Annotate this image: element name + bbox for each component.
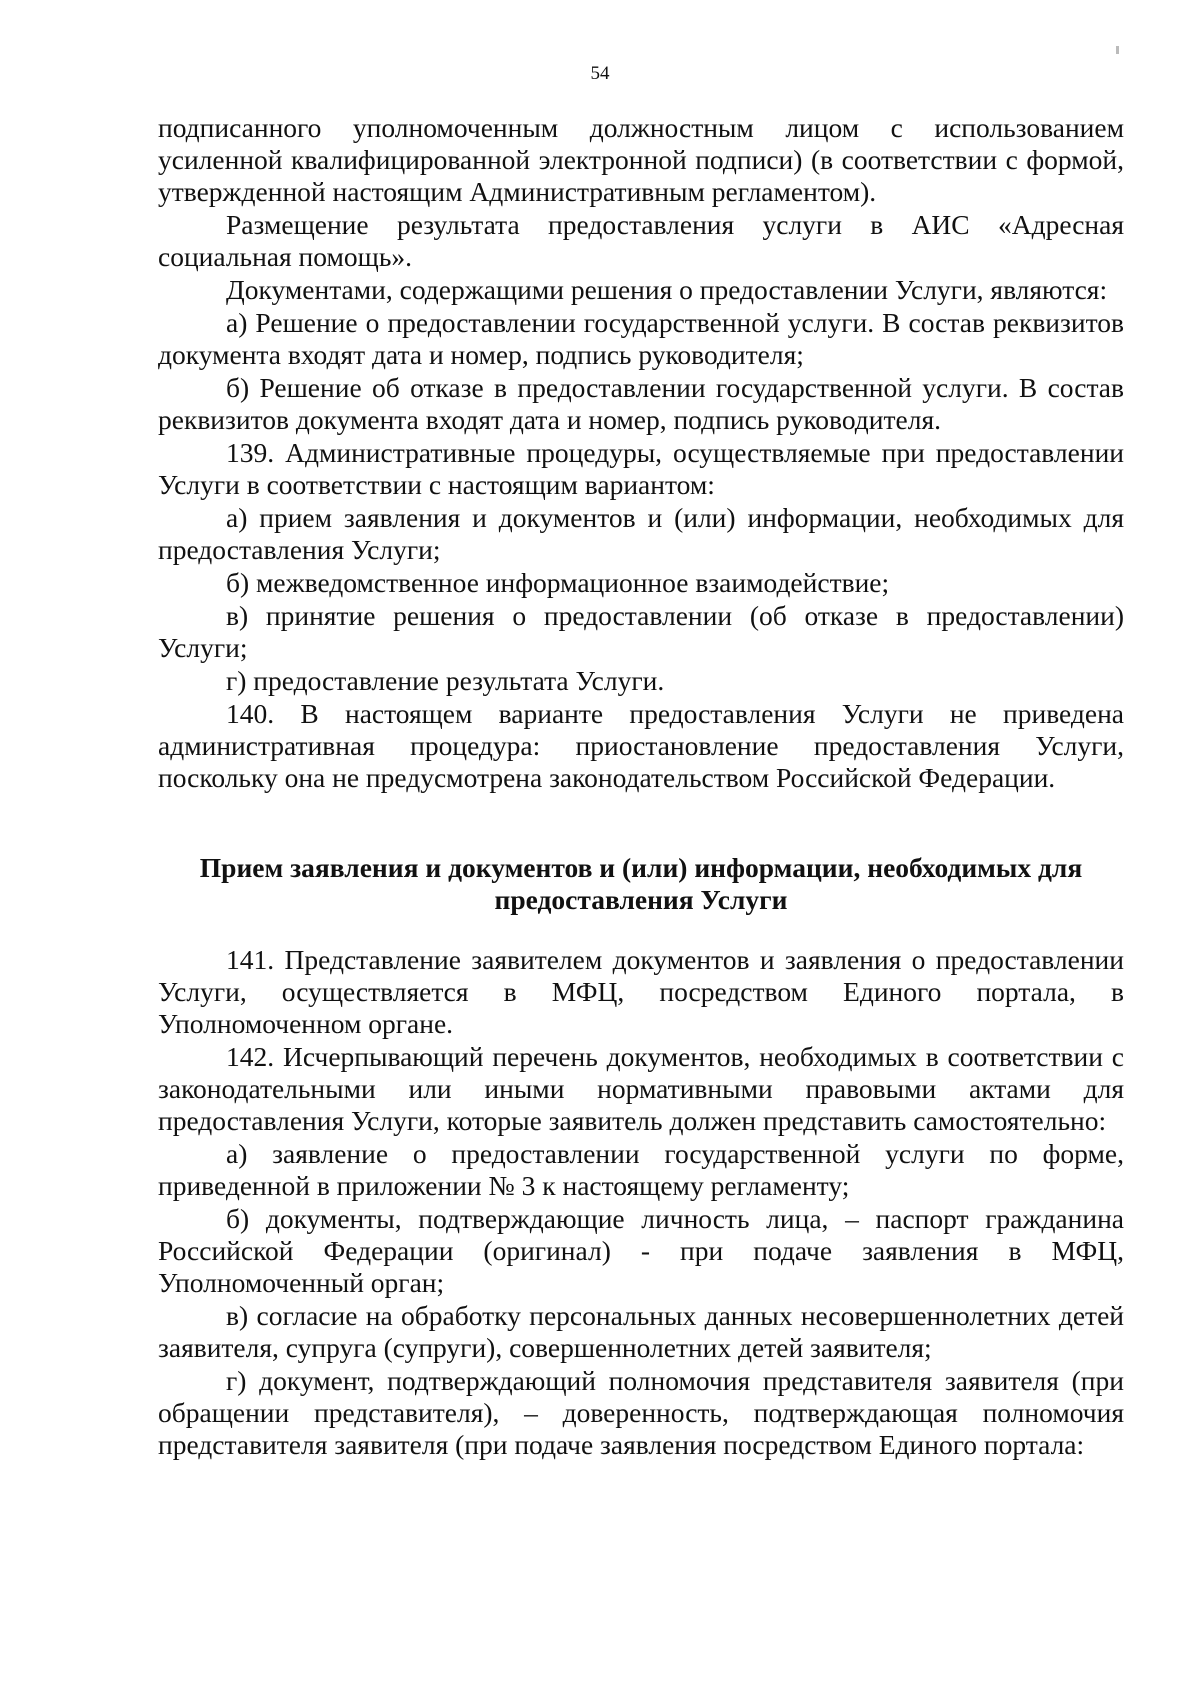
paragraph-p0: подписанного уполномоченным должностным лицом с использованием усиленной квалифицированной электронной подписи) (в соответствии с формой, утвержденной настоящим Административным регламентом).: [158, 112, 1124, 207]
paragraph-p12: 142. Исчерпывающий перечень документов, необходимых в соответствии с законодательными или иными нормативными правовыми актами для предоставления Услуги, которые заявитель должен представить самостоятельно:: [158, 1041, 1124, 1136]
paragraph-p11: 141. Представление заявителем документов и заявления о предоставлении Услуги, осуществляется в МФЦ, посредством Единого портала, в Уполномоченном органе.: [158, 944, 1124, 1039]
paragraph-p7: б) межведомственное информационное взаимодействие;: [226, 567, 890, 598]
paragraph-p1: Размещение результата предоставления услуги в АИС «Адресная социальная помощь».: [158, 209, 1124, 272]
paragraph-p14: б) документы, подтверждающие личность лица, – паспорт гражданина Российской Федерации (оригинал) - при подаче заявления в МФЦ, Уполномоченный орган;: [158, 1203, 1124, 1298]
top-paragraphs: [158, 112, 1124, 794]
paragraph-p3: а) Решение о предоставлении государственной услуги. В состав реквизитов документа входят дата и номер, подпись руководителя;: [158, 307, 1124, 370]
paragraph-p13: а) заявление о предоставлении государственной услуги по форме, приведенной в приложении № 3 к настоящему регламенту;: [158, 1138, 1124, 1201]
document-body: [158, 112, 1124, 1462]
section-heading: Прием заявления и документов и (или) информации, необходимых для предоставления Услуги: [199, 852, 1083, 915]
page-number: 54: [590, 63, 610, 84]
scan-mark: [1116, 46, 1119, 54]
paragraph-p6: а) прием заявления и документов и (или) информации, необходимых для предоставления Услуги;: [158, 502, 1124, 565]
paragraph-p15: в) согласие на обработку персональных данных несовершеннолетних детей заявителя, супруга (супруги), совершеннолетних детей заявителя;: [158, 1300, 1124, 1363]
paragraph-p8: в) принятие решения о предоставлении (об отказе в предоставлении) Услуги;: [158, 600, 1124, 663]
bottom-paragraphs: [158, 944, 1124, 1461]
paragraph-p5: 139. Административные процедуры, осуществляемые при предоставлении Услуги в соответствии с настоящим вариантом:: [158, 437, 1124, 500]
paragraph-p4: б) Решение об отказе в предоставлении государственной услуги. В состав реквизитов документа входят дата и номер, подпись руководителя.: [158, 372, 1124, 435]
paragraph-p16: г) документ, подтверждающий полномочия представителя заявителя (при обращении представителя), – доверенность, подтверждающая полномочия представителя заявителя (при подаче заявления посредством Единого портала:: [158, 1365, 1124, 1460]
paragraph-p2: Документами, содержащими решения о предоставлении Услуги, являются:: [226, 274, 1108, 305]
paragraph-p9: г) предоставление результата Услуги.: [226, 665, 665, 696]
paragraph-p10: 140. В настоящем варианте предоставления Услуги не приведена административная процедура: приостановление предоставления Услуги, поскольку она не предусмотрена законодательством Российской Федерации.: [158, 698, 1124, 793]
